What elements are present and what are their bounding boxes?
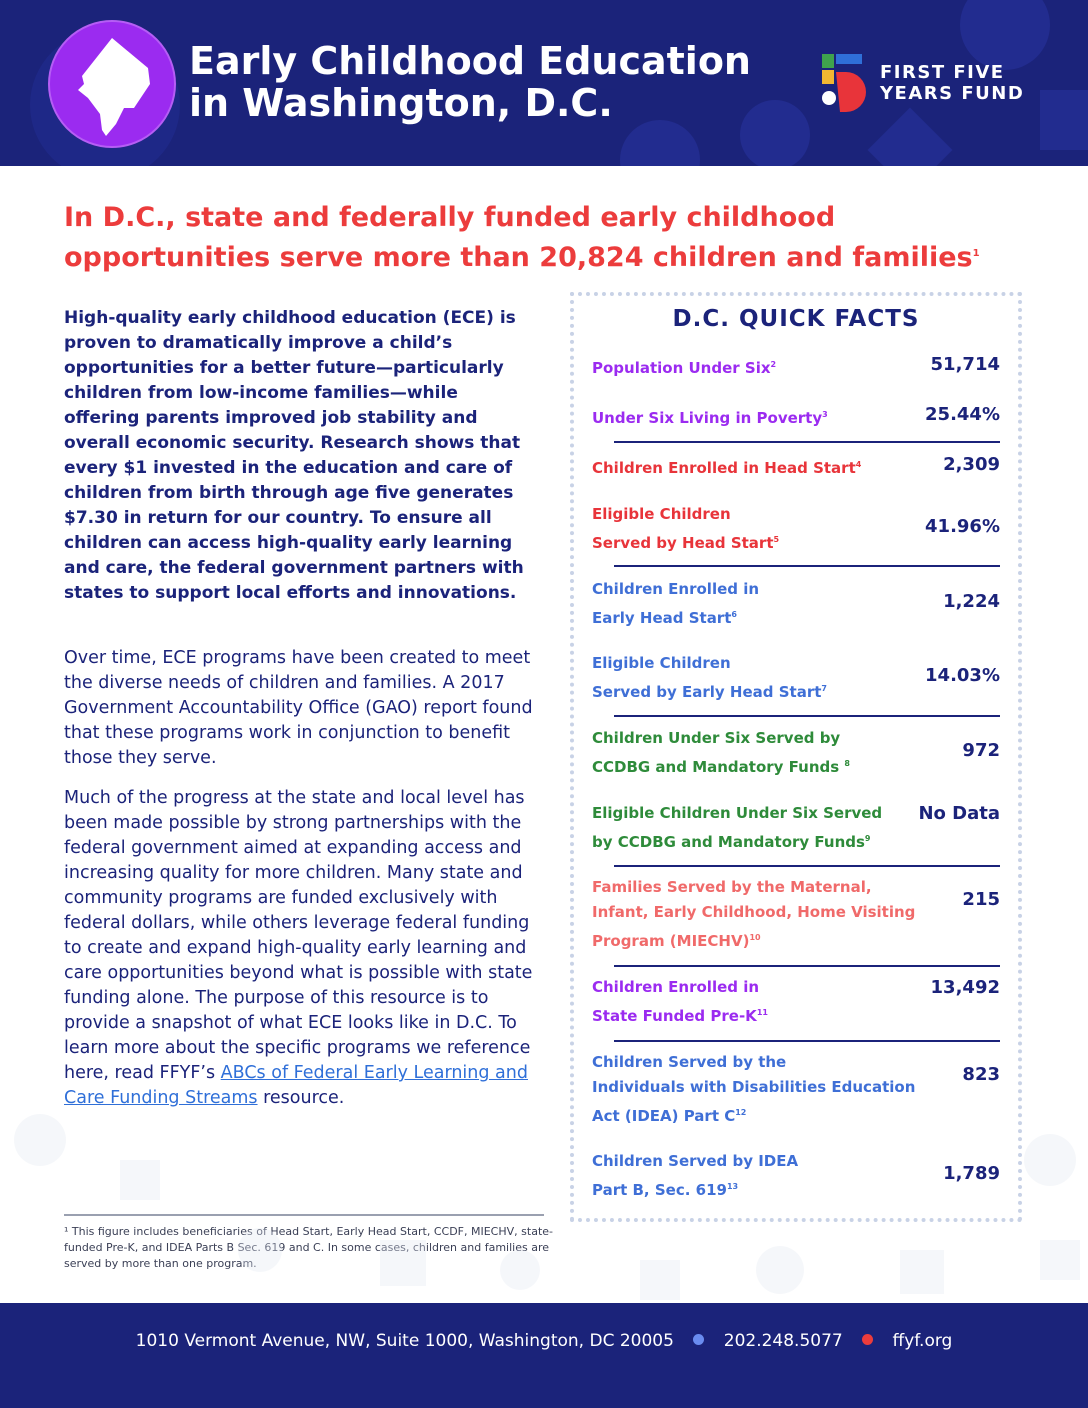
dc-badge bbox=[48, 20, 176, 148]
quick-fact-value: 13,492 bbox=[930, 977, 1000, 998]
quick-fact-label-line bbox=[592, 527, 922, 556]
quick-fact-label bbox=[592, 1050, 922, 1129]
quick-fact-label bbox=[592, 726, 922, 780]
page-title bbox=[189, 40, 789, 124]
quick-fact-label-line bbox=[592, 1000, 922, 1029]
ffyf-logo-icon bbox=[820, 52, 866, 114]
quick-fact-label-line: Eligible Children bbox=[592, 505, 731, 523]
quick-fact-label-text: by CCDBG and Mandatory Funds bbox=[592, 833, 865, 851]
ffyf-logo-text bbox=[880, 62, 1024, 104]
quick-fact-value: 215 bbox=[962, 889, 1000, 910]
title-line-1: Early Childhood Education bbox=[189, 39, 751, 83]
quick-fact-label-text: Population Under Six bbox=[592, 359, 771, 377]
quick-fact-value: 1,224 bbox=[943, 591, 1000, 612]
footnote: ¹ This figure includes beneficiaries of Head Start, Early Head Start, CCDF, MIECHV, state-funded Pre-K, and IDEA Parts B Sec. 619 and C. In some cases, children and families are served by more than one program. bbox=[64, 1225, 553, 1270]
quick-fact-footnote-mark: 10 bbox=[749, 933, 761, 942]
quick-fact-footnote-mark: 11 bbox=[756, 1008, 768, 1017]
quick-fact-label-line: Children Under Six Served by bbox=[592, 729, 841, 747]
quick-fact-label-line bbox=[592, 676, 922, 705]
quick-fact-value: 41.96% bbox=[925, 516, 1000, 537]
footer bbox=[0, 1303, 1088, 1408]
quick-fact-label-line bbox=[592, 602, 922, 631]
logo-line-1: FIRST FIVE bbox=[880, 62, 1005, 83]
body-paragraph-2-after: resource. bbox=[257, 1088, 345, 1108]
quick-fact-label bbox=[592, 801, 922, 855]
quick-fact-label-text: CCDBG and Mandatory Funds bbox=[592, 758, 845, 776]
quick-fact-label-line bbox=[592, 1174, 922, 1203]
quick-fact-label bbox=[592, 577, 922, 631]
quick-fact-label-line bbox=[592, 352, 922, 381]
quick-fact-label bbox=[592, 651, 922, 705]
headline-text: In D.C., state and federally funded early childhood opportunities serve more than 20,824 children and families bbox=[64, 202, 973, 273]
quick-fact-footnote-mark: 9 bbox=[864, 834, 871, 843]
quick-fact-label-line: Eligible Children Under Six Served bbox=[592, 804, 883, 822]
quick-fact-footnote-mark: 4 bbox=[855, 460, 862, 469]
headline bbox=[64, 200, 1044, 276]
quick-fact-label-line bbox=[592, 826, 922, 855]
quick-fact-label-line: Children Served by the bbox=[592, 1053, 787, 1071]
abcs-funding-streams-link[interactable]: ABCs of Federal Early Learning and Care Funding Streams bbox=[64, 1063, 528, 1108]
quick-fact-label-line: Individuals with Disabilities Education bbox=[592, 1078, 916, 1096]
quick-fact-label-line: Infant, Early Childhood, Home Visiting bbox=[592, 903, 916, 921]
quick-fact-label-line bbox=[592, 402, 922, 431]
intro-paragraph: High-quality early childhood education (ECE) is proven to dramatically improve a child’s opportunities for a better future—particularly children from low-income families—while offering parents improved job stability and overall economic security. Research shows that every $1 invested in the education and care of children from birth through age five generates $7.30 in return for our country. To ensure all children can access high-quality early learning and care, the federal government partners with states to support local efforts and innovations. bbox=[64, 308, 524, 603]
quick-fact-label-line bbox=[592, 1100, 922, 1129]
quick-fact-label-text: Program (MIECHV) bbox=[592, 932, 750, 950]
quick-fact-label-line: Families Served by the Maternal, bbox=[592, 878, 872, 896]
quick-fact-value: 1,789 bbox=[943, 1163, 1000, 1184]
quick-fact-label bbox=[592, 452, 922, 481]
quick-fact-label bbox=[592, 975, 922, 1029]
quick-fact-footnote-mark: 12 bbox=[735, 1108, 747, 1117]
quick-fact-label bbox=[592, 352, 922, 381]
quick-fact-footnote-mark: 2 bbox=[770, 360, 777, 369]
body-paragraph-1: Over time, ECE programs have been created to meet the diverse needs of children and families. A 2017 Government Accountability Office (GAO) report found that these programs work in conjunction to benefit those they serve. bbox=[64, 648, 533, 768]
footer-separator-dot-1 bbox=[693, 1334, 704, 1345]
quick-fact-value: 972 bbox=[962, 740, 1000, 761]
quick-fact-label bbox=[592, 875, 922, 954]
quick-fact-label-line bbox=[592, 925, 922, 954]
quick-fact-footnote-mark: 3 bbox=[822, 410, 828, 419]
quick-facts-divider bbox=[614, 715, 1000, 717]
quick-fact-footnote-mark: 7 bbox=[821, 684, 827, 693]
quick-facts-divider bbox=[614, 1040, 1000, 1042]
body-paragraph-2 bbox=[64, 786, 534, 1111]
quick-fact-label bbox=[592, 402, 922, 431]
logo-line-2: YEARS FUND bbox=[880, 83, 1025, 104]
quick-fact-footnote-mark: 6 bbox=[731, 610, 737, 619]
title-line-2: in Washington, D.C. bbox=[189, 81, 613, 125]
quick-fact-label-line: Eligible Children bbox=[592, 654, 731, 672]
quick-fact-value: No Data bbox=[918, 803, 1000, 824]
quick-facts-divider bbox=[614, 565, 1000, 567]
headline-footnote-mark: 1 bbox=[972, 248, 980, 259]
footer-address: 1010 Vermont Avenue, NW, Suite 1000, Washington, DC 20005 bbox=[135, 1331, 674, 1351]
quick-fact-label-text: Act (IDEA) Part C bbox=[592, 1107, 736, 1125]
quick-fact-label-line bbox=[592, 452, 922, 481]
footer-phone: 202.248.5077 bbox=[723, 1331, 843, 1351]
quick-fact-label-text: Children Enrolled in Head Start bbox=[592, 459, 856, 477]
quick-facts-divider bbox=[614, 441, 1000, 443]
quick-fact-label-text: Early Head Start bbox=[592, 609, 732, 627]
quick-fact-label-line: Children Enrolled in bbox=[592, 580, 760, 598]
quick-fact-label-line: Children Enrolled in bbox=[592, 978, 760, 996]
quick-fact-label-line: Children Served by IDEA bbox=[592, 1152, 799, 1170]
quick-fact-value: 823 bbox=[962, 1064, 1000, 1085]
dc-map-icon bbox=[50, 22, 178, 150]
quick-fact-label-text: State Funded Pre-K bbox=[592, 1007, 757, 1025]
quick-fact-value: 25.44% bbox=[925, 404, 1000, 425]
quick-fact-value: 51,714 bbox=[930, 354, 1000, 375]
quick-fact-label-line bbox=[592, 751, 922, 780]
body-paragraph-2-text: Much of the progress at the state and local level has been made possible by strong partnerships with the federal government aimed at expanding access and increasing quality for more children. Many state and community programs are funded exclusively with federal dollars, while others leverage federal funding to create and expand high-quality early learning and care opportunities beyond what is possible with state funding alone. The purpose of this resource is to provide a snapshot of what ECE looks like in D.C. To learn more about the specific programs we reference here, read FFYF’s bbox=[64, 788, 533, 1083]
quick-fact-label bbox=[592, 502, 922, 556]
quick-fact-label bbox=[592, 1149, 922, 1203]
quick-fact-label-text: Under Six Living in Poverty bbox=[592, 409, 823, 427]
quick-fact-footnote-mark: 13 bbox=[726, 1182, 739, 1191]
quick-fact-footnote-mark: 8 bbox=[844, 759, 850, 768]
quick-fact-footnote-mark: 5 bbox=[773, 535, 780, 544]
footer-separator-dot-2 bbox=[862, 1334, 873, 1345]
quick-fact-label-text: Served by Early Head Start bbox=[592, 683, 822, 701]
quick-facts-divider bbox=[614, 965, 1000, 967]
quick-facts-divider bbox=[614, 865, 1000, 867]
footer-contact bbox=[0, 1328, 1088, 1354]
quick-fact-label-text: Served by Head Start bbox=[592, 534, 774, 552]
quick-facts-title: D.C. QUICK FACTS bbox=[672, 306, 920, 332]
footer-website[interactable]: ffyf.org bbox=[892, 1331, 953, 1351]
quick-fact-label-text: Part B, Sec. 619 bbox=[592, 1181, 727, 1199]
quick-fact-value: 14.03% bbox=[925, 665, 1000, 686]
quick-fact-value: 2,309 bbox=[943, 454, 1000, 475]
